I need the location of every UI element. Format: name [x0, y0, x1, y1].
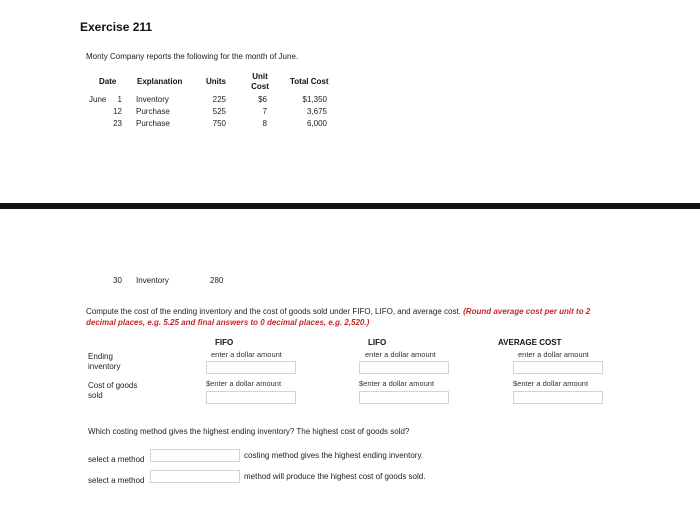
select-method-1[interactable] [150, 449, 240, 462]
average-cogs-input[interactable] [513, 391, 603, 404]
row1-explanation: Inventory [136, 95, 169, 104]
exercise-title: Exercise 211 [80, 20, 153, 34]
average-ending-hint: enter a dollar amount [518, 350, 589, 359]
row3-explanation: Purchase [136, 119, 170, 128]
ending-row-explanation: Inventory [136, 276, 169, 285]
header-unit-cost-1: Unit [252, 72, 268, 81]
label-cogs-1: Cost of goods [88, 381, 138, 390]
header-date: Date [99, 77, 117, 86]
row2-unit-cost: 7 [262, 107, 267, 116]
page-divider [0, 203, 700, 209]
lifo-cogs-input[interactable] [359, 391, 449, 404]
ending-row-units: 280 [210, 276, 224, 285]
row1-units: 225 [212, 95, 226, 104]
row2-units: 525 [212, 107, 226, 116]
average-cogs-hint: $enter a dollar amount [513, 379, 589, 388]
row1-unit-cost: $6 [258, 95, 267, 104]
lifo-ending-hint: enter a dollar amount [365, 350, 436, 359]
column-lifo: LIFO [368, 338, 387, 347]
column-fifo: FIFO [215, 338, 234, 347]
fifo-ending-inventory-input[interactable] [206, 361, 296, 374]
select-method-2[interactable] [150, 470, 240, 483]
row1-total-cost: $1,350 [302, 95, 327, 104]
label-ending-inventory [88, 352, 148, 372]
lifo-cogs-hint: $enter a dollar amount [359, 379, 435, 388]
select-method-1-suffix: costing method gives the highest ending inventory. [244, 451, 424, 460]
row3-units: 750 [212, 119, 226, 128]
select-method-1-label: select a method [88, 455, 145, 464]
instruction-text: Compute the cost of the ending inventory and the cost of goods sold under FIFO, LIFO, and average cost. [86, 307, 461, 316]
intro-text: Monty Company reports the following for the month of June. [86, 52, 299, 61]
row3-day: 23 [113, 119, 122, 128]
method-question: Which costing method gives the highest ending inventory? The highest cost of goods sold? [88, 427, 410, 436]
label-cogs [88, 381, 158, 401]
fifo-ending-hint: enter a dollar amount [211, 350, 282, 359]
row1-day: 1 [117, 95, 122, 104]
row2-explanation: Purchase [136, 107, 170, 116]
select-method-2-suffix: method will produce the highest cost of goods sold. [244, 472, 426, 481]
header-explanation: Explanation [137, 77, 183, 86]
instruction [86, 306, 616, 328]
instruction-note: (Round average cost per unit to 2 decimal places, e.g. 5.25 and final answers to 0 decimal places, e.g. 2,520.) [86, 307, 591, 327]
average-ending-inventory-input[interactable] [513, 361, 603, 374]
fifo-cogs-input[interactable] [206, 391, 296, 404]
label-ending-1: Ending [88, 352, 113, 361]
header-total-cost: Total Cost [290, 77, 329, 86]
row2-total-cost: 3,675 [306, 107, 327, 116]
header-units: Units [206, 77, 226, 86]
row2-day: 12 [113, 107, 122, 116]
ending-row-day: 30 [113, 276, 122, 285]
header-unit-cost-2: Cost [251, 82, 269, 91]
lifo-ending-inventory-input[interactable] [359, 361, 449, 374]
row3-unit-cost: 8 [262, 119, 267, 128]
label-cogs-2: sold [88, 391, 103, 400]
row1-month: June [89, 95, 107, 104]
column-average: AVERAGE COST [498, 338, 562, 347]
select-method-2-label: select a method [88, 476, 145, 485]
label-ending-2: inventory [88, 362, 121, 371]
fifo-cogs-hint: $enter a dollar amount [206, 379, 282, 388]
row3-total-cost: 6,000 [306, 119, 327, 128]
